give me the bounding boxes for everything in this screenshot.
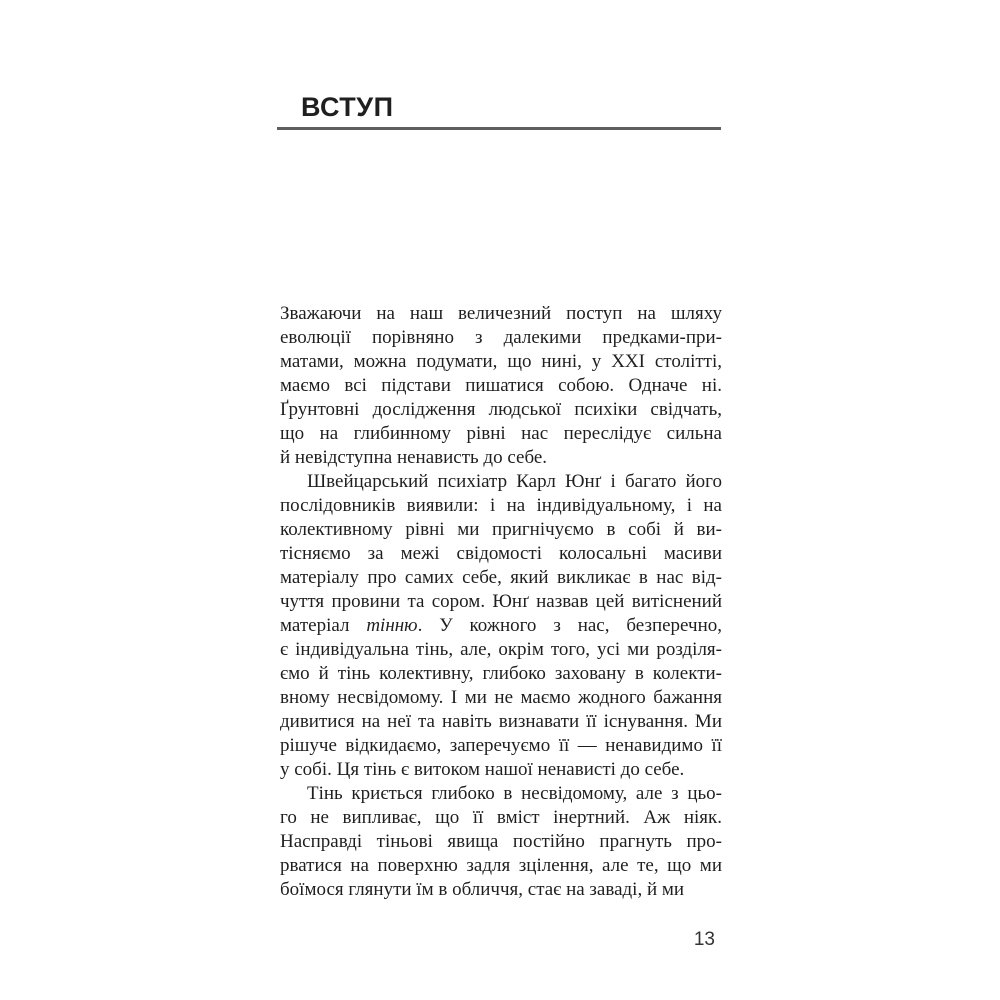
text-line: го не випливає, що її вміст інертний. Аж ніяк. <box>280 807 722 828</box>
text-line: маємо всі підстави пишатися собою. Одначе ні. <box>280 375 722 396</box>
text-line: рішуче відкидаємо, заперечуємо її — ненавидимо її <box>280 735 722 756</box>
text-line: Зважаючи на наш величезний поступ на шляху <box>280 303 722 324</box>
paragraph <box>280 470 722 782</box>
paragraph <box>280 302 722 470</box>
text-line: боїмося глянути їм в обличчя, стає на заваді, й ми <box>280 879 685 900</box>
title-rule <box>277 127 721 130</box>
text-line: Насправді тіньові явища постійно прагнуть про- <box>280 831 722 852</box>
text-line: дивитися на неї та навіть визнавати її існування. Ми <box>280 711 722 732</box>
text-line: Швейцарський психіатр Карл Юнґ і багато його <box>307 471 722 492</box>
text-line: матеріалу про самих себе, який викликає в нас від- <box>280 567 722 588</box>
text-line: колективному рівні ми пригнічуємо в собі й ви- <box>280 519 722 540</box>
body-text <box>280 302 722 902</box>
text-line: рватися на поверхню задля зцілення, але те, що ми <box>280 855 722 876</box>
text-line: Тінь криється глибоко в несвідомому, але з цьо- <box>307 783 722 804</box>
text-line: еволюції порівняно з далекими предками-при- <box>280 327 722 348</box>
text-line: ємо й тінь колективну, глибоко заховану в колекти- <box>280 663 722 684</box>
text-line: матеріал тінню. У кожного з нас, безперечно, <box>280 615 722 636</box>
text-line: матами, можна подумати, що нині, у XXI столітті, <box>280 351 722 372</box>
text-line: що на глибинному рівні нас переслідує сильна <box>280 423 722 444</box>
page-number: 13 <box>693 929 715 950</box>
text-line: й невідступна ненависть до себе. <box>280 447 548 468</box>
text-line: вному несвідомому. І ми не маємо жодного бажання <box>280 687 722 708</box>
text-line: чуття провини та сором. Юнґ назвав цей витіснений <box>280 591 722 612</box>
text-line: у собі. Ця тінь є витоком нашої ненависті до себе. <box>280 759 685 780</box>
text-line: послідовників виявили: і на індивідуальному, і на <box>280 495 722 516</box>
text-line: Ґрунтовні дослідження людської психіки свідчать, <box>280 399 722 420</box>
chapter-title: ВСТУП <box>301 92 394 122</box>
paragraph <box>280 782 722 902</box>
text-line: тісняємо за межі свідомості колосальні масиви <box>280 543 722 564</box>
text-line: є індивідуальна тінь, але, окрім того, усі ми розділя- <box>280 639 722 660</box>
